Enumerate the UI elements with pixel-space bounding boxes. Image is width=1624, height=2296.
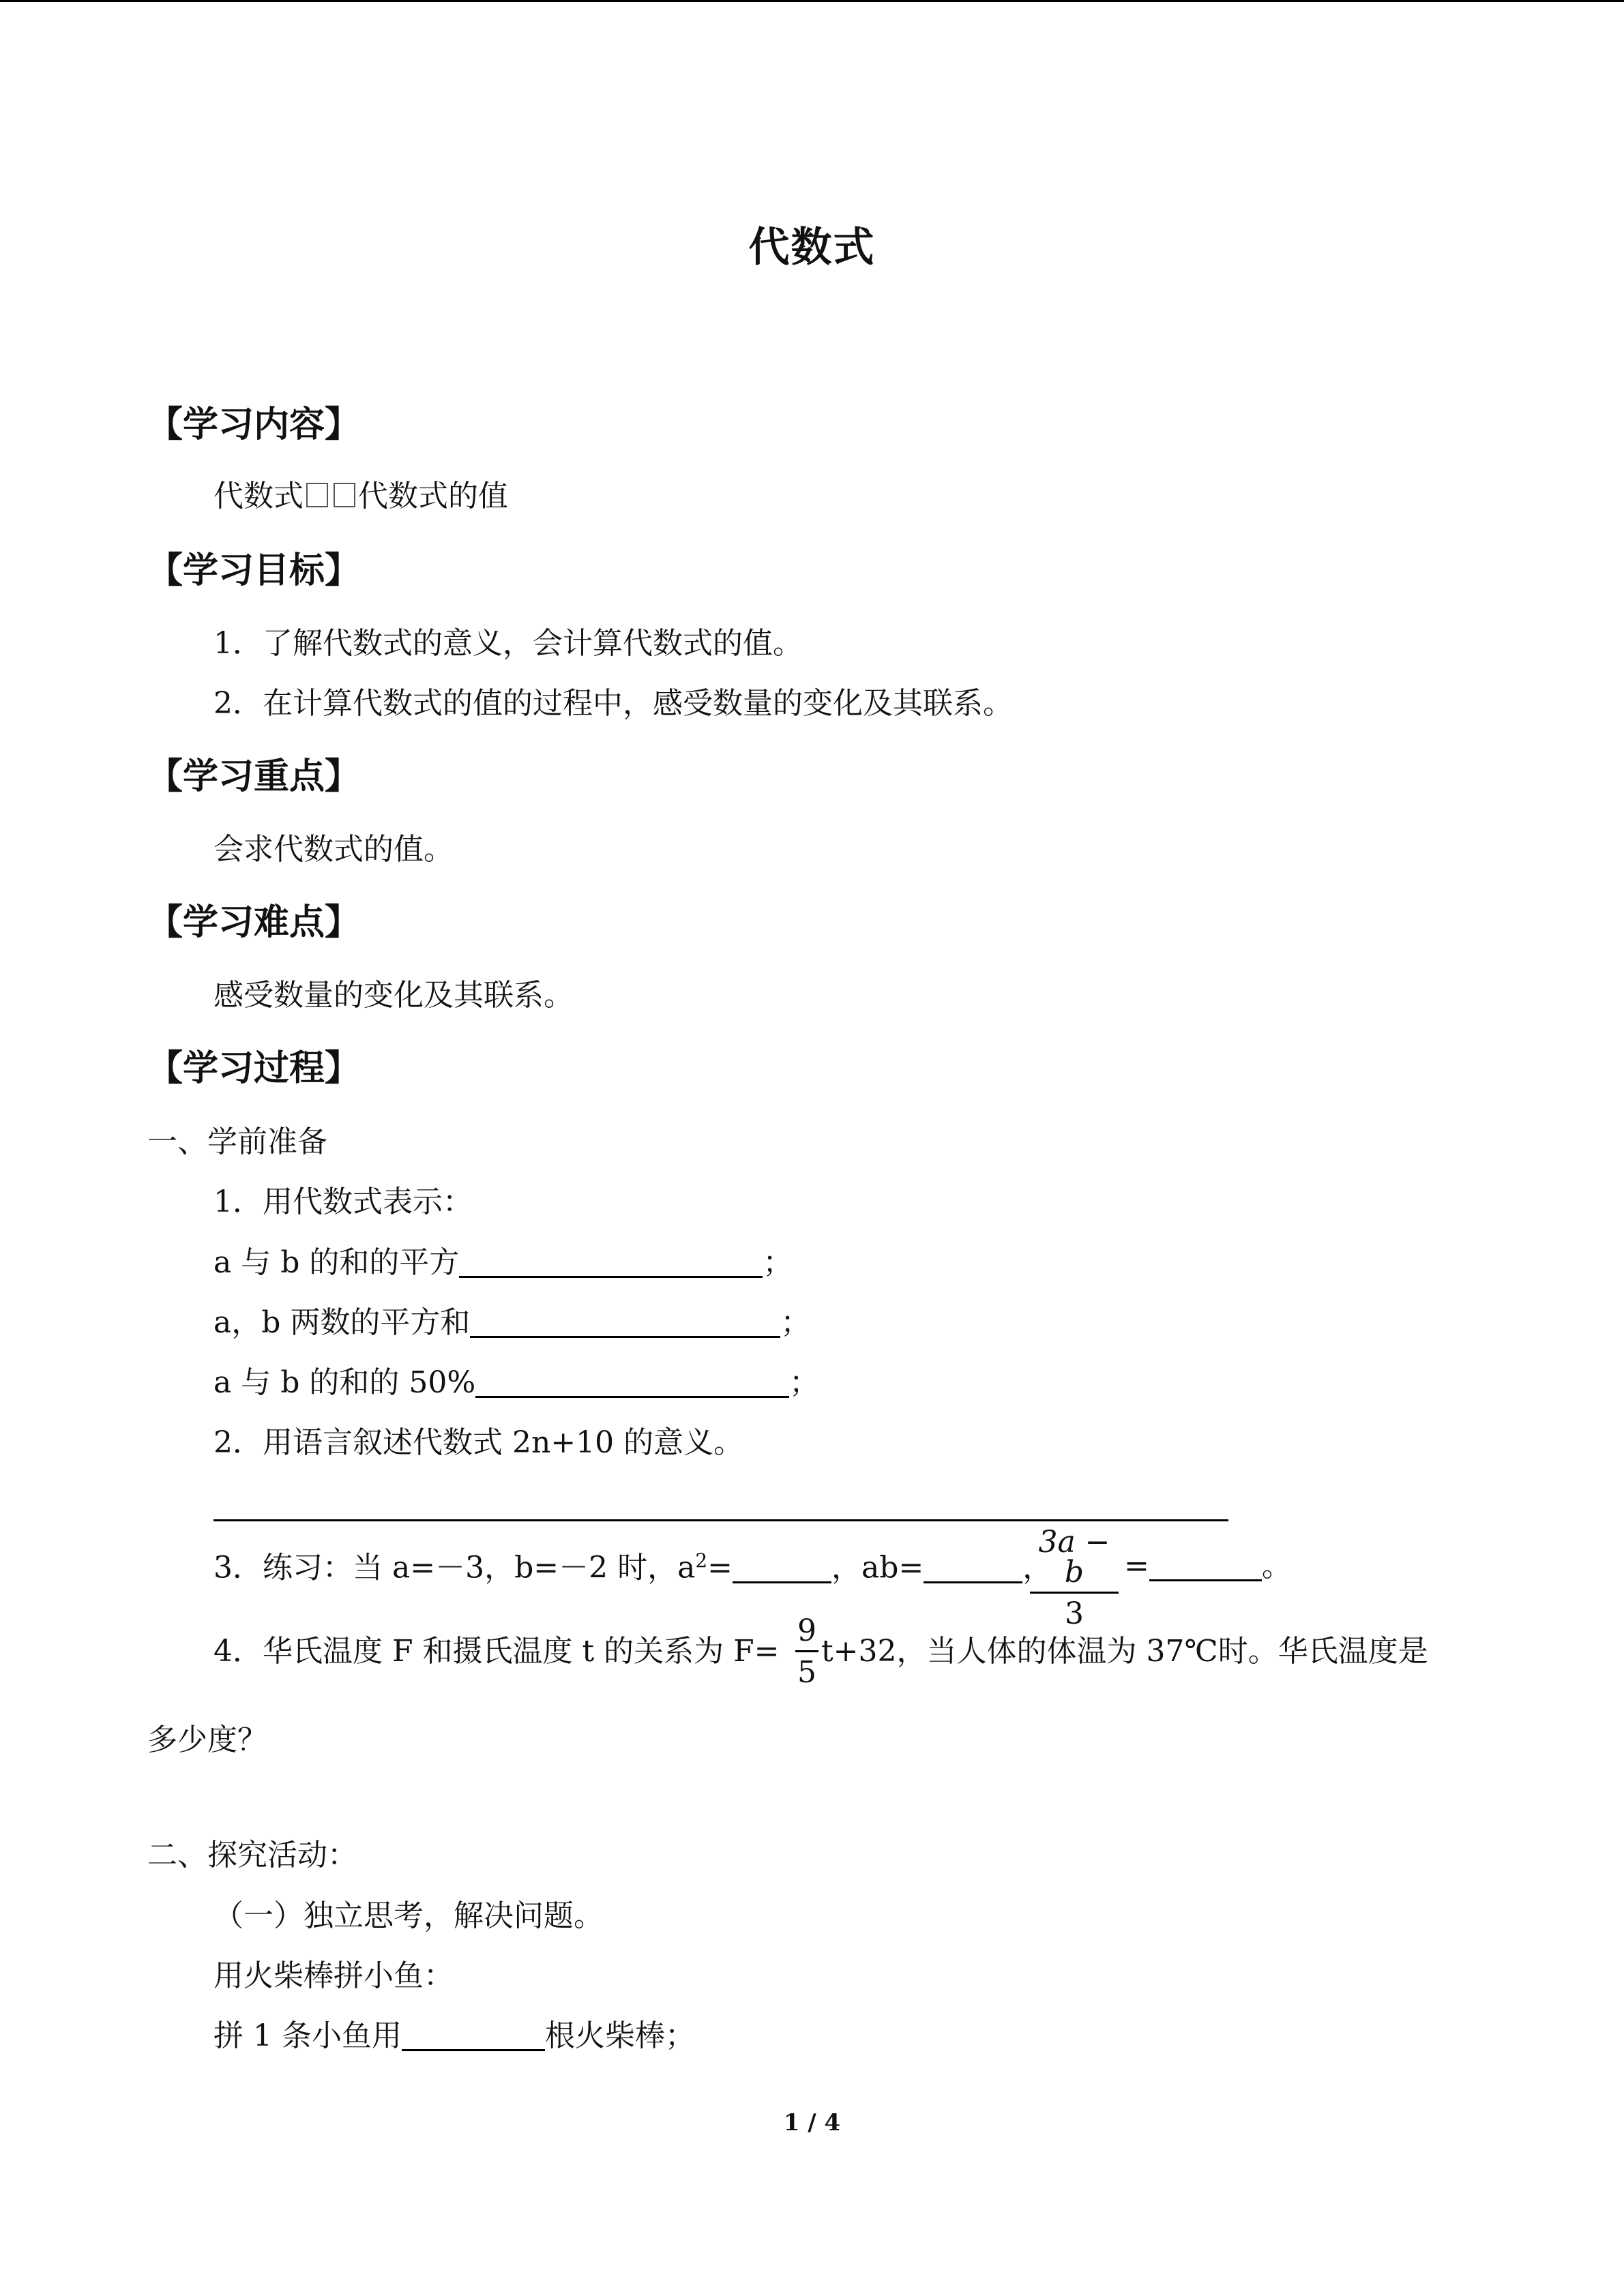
- answer-blank[interactable]: [1149, 1552, 1262, 1581]
- fraction-bar: [1030, 1592, 1119, 1594]
- part2-text-2b: 根火柴棒；: [544, 2018, 695, 2053]
- comma: ，: [1022, 1550, 1053, 1585]
- missing-glyph-box: [334, 483, 355, 507]
- fraction-numerator: 3a − b: [1038, 1525, 1110, 1590]
- question-1c: [213, 1365, 820, 1400]
- question-2: 2．用语言叙述代数式 2n+10 的意义。: [213, 1425, 744, 1460]
- question-3: [213, 1551, 1052, 1583]
- fraction-denominator: 5: [797, 1655, 816, 1690]
- section-heading-goals: 【学习目标】: [147, 550, 361, 591]
- question-3-prefix: 3．练习：当 a=－3，b=－2 时，a: [213, 1550, 696, 1585]
- part2-text-2a: 拼 1 条小鱼用: [213, 2018, 402, 2053]
- answer-blank[interactable]: [402, 2022, 545, 2051]
- part1-heading: 一、学前准备: [147, 1124, 327, 1159]
- content-text-b: 代数式的值: [358, 479, 508, 513]
- answer-blank[interactable]: [470, 1309, 780, 1338]
- answer-line[interactable]: [213, 1519, 1228, 1521]
- question-1a: [213, 1245, 793, 1280]
- question-1b: [213, 1305, 811, 1340]
- fraction-9-over-5: [795, 1613, 818, 1690]
- question-4-prefix: 4．华氏温度 F 和摄氏温度 t 的关系为 F=: [213, 1634, 780, 1669]
- section-heading-difficulty: 【学习难点】: [147, 902, 361, 943]
- fraction-denominator: 3: [1065, 1596, 1084, 1631]
- question-1: 1．用代数式表示：: [213, 1184, 473, 1219]
- page-title: 代数式: [748, 224, 876, 271]
- fraction-numerator: 9: [797, 1613, 816, 1648]
- answer-blank[interactable]: [459, 1249, 763, 1278]
- part2-sub-1: （一）独立思考，解决问题。: [213, 1898, 604, 1933]
- semicolon: ；: [789, 1365, 820, 1400]
- question-1a-label: a 与 b 的和的平方: [213, 1245, 460, 1280]
- question-3-ab: ，ab=: [831, 1550, 924, 1585]
- equals: =: [707, 1550, 733, 1585]
- page-number: 1 / 4: [783, 2109, 841, 2136]
- answer-blank[interactable]: [924, 1554, 1022, 1583]
- equals: =: [1124, 1549, 1149, 1583]
- answer-blank[interactable]: [733, 1554, 831, 1583]
- goal-item-1: 1．了解代数式的意义，会计算代数式的值。: [213, 626, 803, 661]
- difficulty-text: 感受数量的变化及其联系。: [213, 978, 574, 1013]
- semicolon: ；: [780, 1305, 811, 1340]
- answer-blank[interactable]: [475, 1369, 789, 1398]
- part2-text-2: [213, 2018, 695, 2053]
- question-1b-label: a，b 两数的平方和: [213, 1305, 471, 1340]
- content-text-a: 代数式: [213, 479, 304, 513]
- question-4-line2: 多少度？: [147, 1723, 267, 1757]
- part2-text-1: 用火柴棒拼小鱼：: [213, 1958, 454, 1993]
- section-heading-process: 【学习过程】: [147, 1048, 361, 1089]
- question-1c-label: a 与 b 的和的 50%: [213, 1365, 476, 1400]
- question-3-tail: [1124, 1551, 1292, 1581]
- question-4-suffix: t+32，当人体的体温为 37℃时。华氏温度是: [821, 1634, 1428, 1669]
- key-text: 会求代数式的值。: [213, 832, 454, 867]
- goal-item-2: 2．在计算代数式的值的过程中，感受数量的变化及其联系。: [213, 686, 1013, 721]
- semicolon: ；: [763, 1245, 793, 1280]
- section-heading-content: 【学习内容】: [147, 404, 361, 445]
- fraction-3a-b-over-3: [1030, 1527, 1119, 1629]
- period: 。: [1261, 1549, 1292, 1583]
- content-text: [213, 481, 508, 511]
- missing-glyph-box: [306, 483, 328, 507]
- section-heading-key: 【学习重点】: [147, 756, 361, 797]
- exponent: 2: [695, 1549, 708, 1572]
- fraction-bar: [795, 1650, 818, 1652]
- part2-heading: 二、探究活动：: [147, 1838, 357, 1873]
